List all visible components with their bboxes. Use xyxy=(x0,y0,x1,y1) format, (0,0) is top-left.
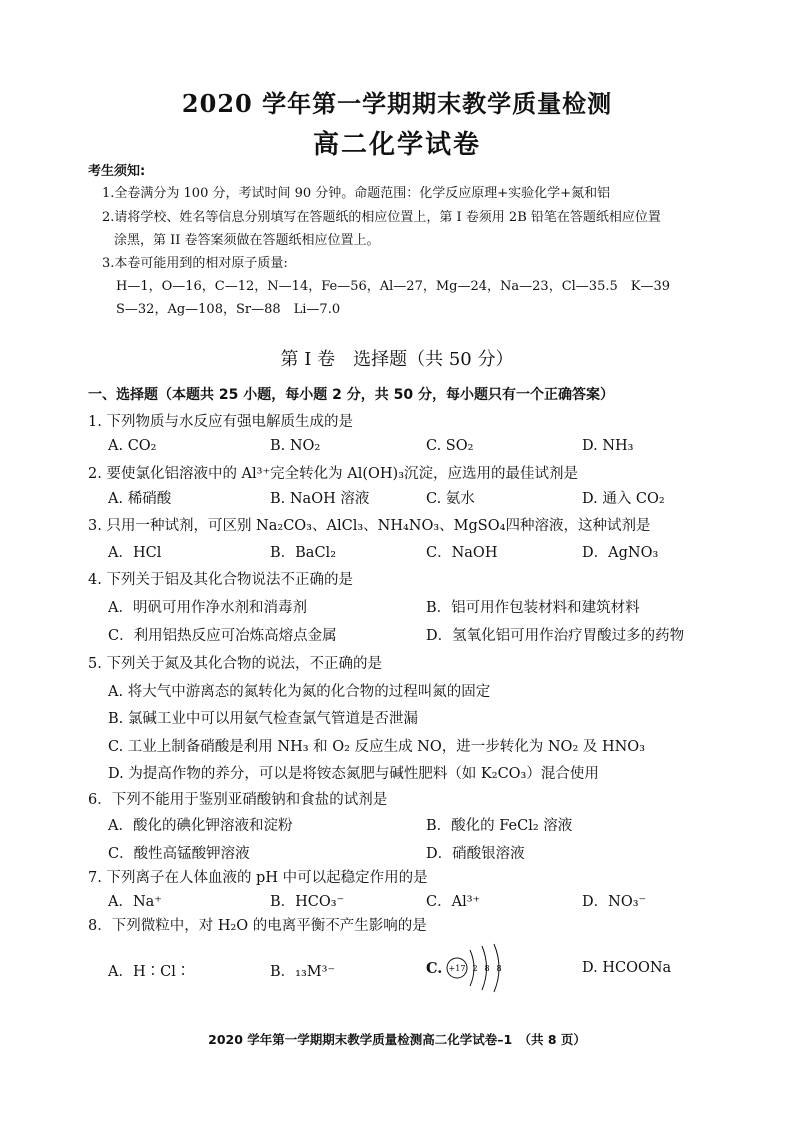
notice-heading: 考生须知: xyxy=(88,164,146,179)
question-3-option-a: A．HCl xyxy=(108,545,162,561)
shell-1-count: 2 xyxy=(472,964,478,973)
question-5-option-c: C. 工业上制备硝酸是利用 NH₃ 和 O₂ 反应生成 NO，进一步转化为 NO₂ 及 HNO₃ xyxy=(108,739,646,755)
question-2-option-a: A. 稀硝酸 xyxy=(108,491,172,507)
question-4-option-c: C．利用铝热反应可冶炼高熔点金属 xyxy=(108,628,337,644)
question-8-stem: 8．下列微粒中，对 H₂O 的电离平衡不产生影响的是 xyxy=(88,918,427,934)
question-1-option-a: A. CO₂ xyxy=(108,438,157,454)
question-2-option-c: C. 氨水 xyxy=(426,491,475,507)
question-1-option-c: C. SO₂ xyxy=(426,438,474,454)
question-3-stem: 3. 只用一种试剂，可区别 Na₂CO₃、AlCl₃、NH₄NO₃、MgSO₄四种溶液，这种试剂是 xyxy=(88,518,651,534)
question-2-option-d: D. 通入 CO₂ xyxy=(582,491,665,507)
question-3-option-b: B．BaCl₂ xyxy=(270,545,337,561)
question-4-option-b: B．铝可用作包装材料和建筑材料 xyxy=(426,600,640,616)
question-2-option-b: B. NaOH 溶液 xyxy=(270,491,370,507)
notice-item-3: 3.本卷可能用到的相对原子质量: xyxy=(102,256,288,271)
shell-2-count: 8 xyxy=(484,964,490,973)
question-6-stem: 6．下列不能用于鉴别亚硝酸钠和食盐的试剂是 xyxy=(88,792,388,808)
question-6-option-d: D．硝酸银溶液 xyxy=(426,846,525,862)
question-7-stem: 7. 下列离子在人体血液的 pH 中可以起稳定作用的是 xyxy=(88,870,428,886)
question-3-option-d: D．AgNO₃ xyxy=(582,545,659,561)
question-3-option-c: C．NaOH xyxy=(426,545,498,561)
atom-structure-diagram xyxy=(444,940,514,996)
exam-title: 2020 学年第一学期期末教学质量检测 xyxy=(181,89,613,118)
notice-item-2-cont: 涂黑，第 II 卷答案须做在答题纸相应位置上。 xyxy=(114,233,380,248)
question-6-option-b: B．酸化的 FeCl₂ 溶液 xyxy=(426,818,573,834)
question-5-option-d: D. 为提高作物的养分，可以是将铵态氮肥与碱性肥料（如 K₂CO₃）混合使用 xyxy=(108,766,599,782)
question-2-stem: 2. 要使氯化铝溶液中的 Al³⁺完全转化为 Al(OH)₃沉淀，应选用的最佳试剂是 xyxy=(88,466,579,482)
question-7-option-b: B．HCO₃⁻ xyxy=(270,894,345,910)
notice-item-1: 1.全卷满分为 100 分，考试时间 90 分钟。命题范围：化学反应原理+实验化学+氮和铝 xyxy=(102,186,611,201)
page-footer: 2020 学年第一学期期末教学质量检测高二化学试卷–1 （共 8 页） xyxy=(208,1032,586,1047)
question-5-option-a: A. 将大气中游离态的氮转化为氮的化合物的过程叫氮的固定 xyxy=(108,684,491,700)
part-heading: 一、选择题（本题共 25 小题，每小题 2 分，共 50 分，每小题只有一个正确答案） xyxy=(88,387,614,403)
question-4-option-d: D．氢氧化铝可用作治疗胃酸过多的药物 xyxy=(426,628,685,644)
question-8-option-c: C. xyxy=(426,960,443,977)
question-5-option-b: B. 氯碱工业中可以用氨气检查氯气管道是否泄漏 xyxy=(108,711,418,727)
question-6-option-a: A．酸化的碘化钾溶液和淀粉 xyxy=(108,818,293,834)
question-5-stem: 5. 下列关于氮及其化合物的说法，不正确的是 xyxy=(88,656,382,672)
question-8-option-b: B．₁₃M³⁻ xyxy=(270,964,336,980)
question-4-stem: 4. 下列关于铝及其化合物说法不正确的是 xyxy=(88,572,353,588)
question-1-option-d: D. NH₃ xyxy=(582,438,634,454)
question-8-option-a: A．H∶Cl∶ xyxy=(108,964,191,980)
shell-3-count: 8 xyxy=(496,964,502,973)
question-4-option-a: A．明矾可用作净水剂和消毒剂 xyxy=(108,600,307,616)
atomic-masses-line-1: H—1，O—16，C—12，N—14，Fe—56，Al—27，Mg—24，Na—23，Cl—35.5 K—39 xyxy=(116,279,670,294)
question-7-option-d: D．NO₃⁻ xyxy=(582,894,647,910)
question-7-option-a: A．Na⁺ xyxy=(108,894,162,910)
question-8-option-d: D. HCOONa xyxy=(582,960,672,976)
question-1-option-b: B. NO₂ xyxy=(270,438,321,454)
nucleus-charge: +17 xyxy=(448,964,466,973)
question-7-option-c: C．Al³⁺ xyxy=(426,894,481,910)
notice-item-2: 2.请将学校、姓名等信息分别填写在答题纸的相应位置上，第 I 卷须用 2B 铅笔在答题纸相应位置 xyxy=(102,210,661,225)
question-6-option-c: C．酸性高锰酸钾溶液 xyxy=(108,846,250,862)
question-1-stem: 1. 下列物质与水反应有强电解质生成的是 xyxy=(88,414,353,430)
exam-subtitle: 高二化学试卷 xyxy=(312,130,481,160)
section-title: 第 I 卷 选择题（共 50 分） xyxy=(280,349,514,370)
atomic-masses-line-2: S—32，Ag—108，Sr—88 Li—7.0 xyxy=(116,302,341,317)
